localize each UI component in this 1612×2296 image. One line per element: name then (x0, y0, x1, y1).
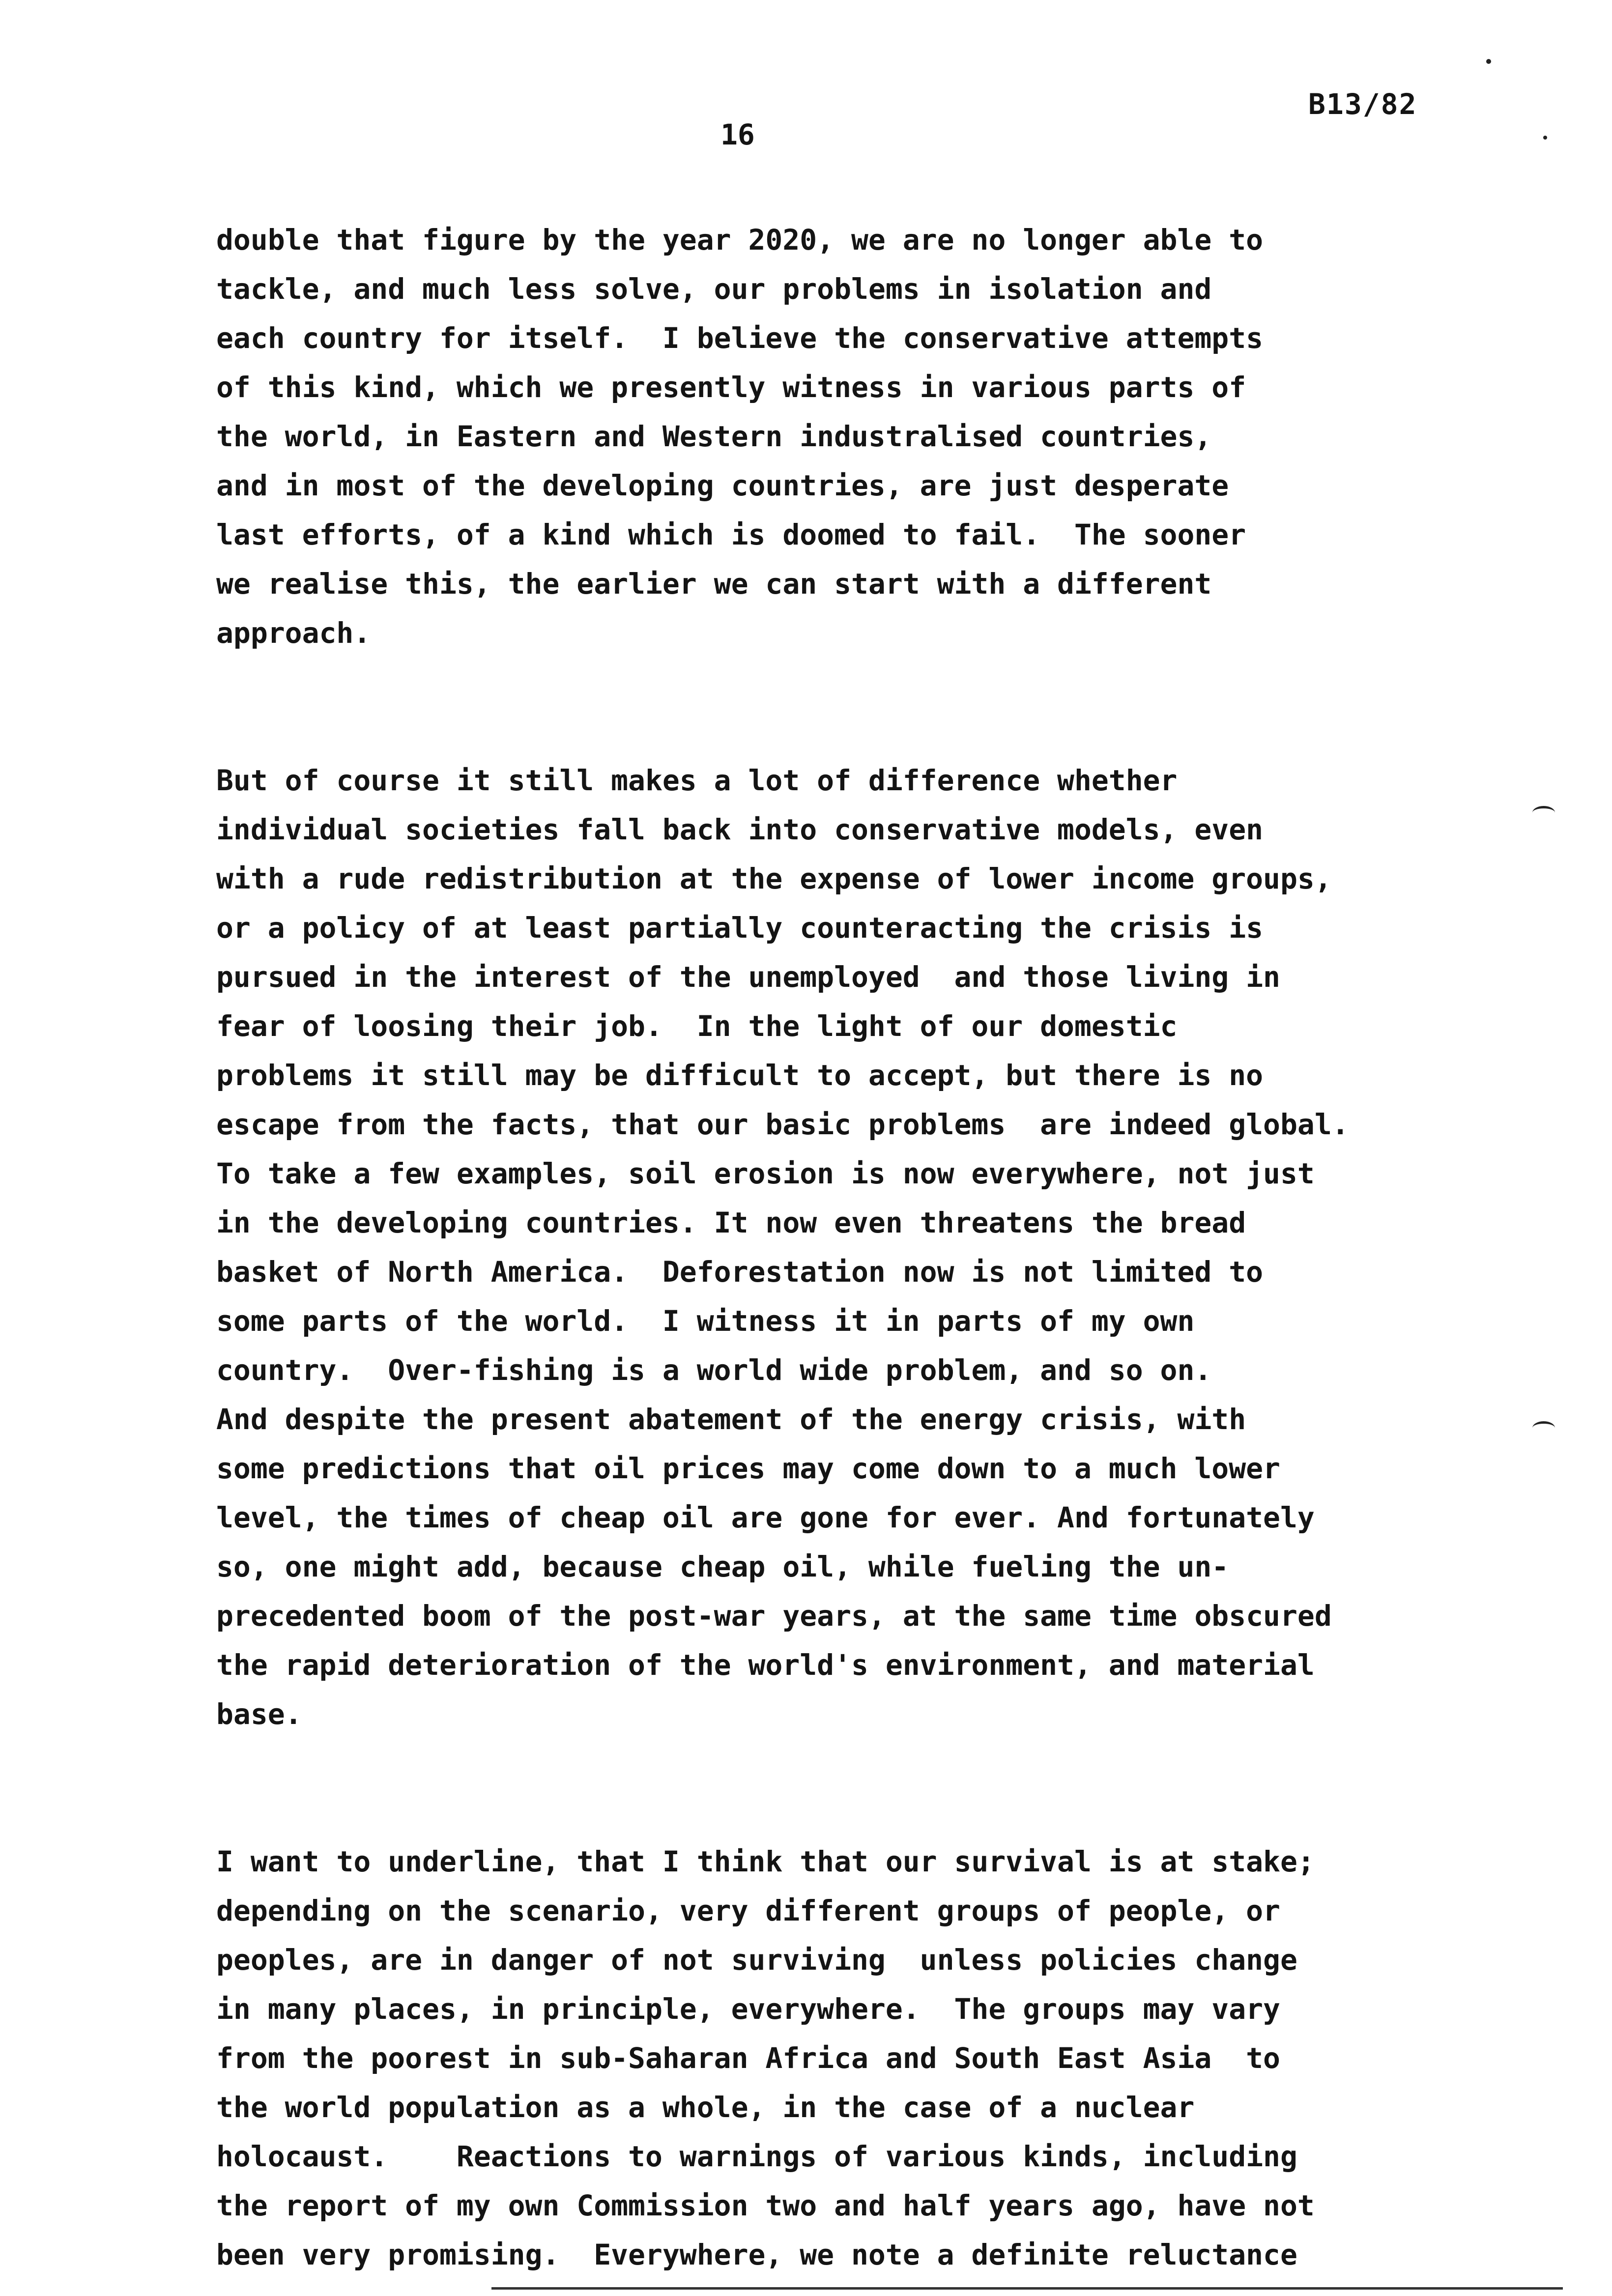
text-line: depending on the scenario, very different groups of people, or (216, 1894, 1280, 1927)
text-line: approach. (216, 616, 371, 650)
text-line: of this kind, which we presently witness in various parts of (216, 371, 1246, 404)
text-line: last efforts, of a kind which is doomed to fail. The sooner (216, 518, 1246, 551)
bottom-rule (491, 2287, 1563, 2290)
paragraph-1 (216, 215, 1573, 658)
text-line: we realise this, the earlier we can start with a different (216, 567, 1212, 601)
text-line: so, one might add, because cheap oil, while fueling the un- (216, 1550, 1229, 1583)
scan-speck (1543, 136, 1547, 140)
text-line: problems it still may be difficult to accept, but there is no (216, 1059, 1264, 1092)
text-line: in the developing countries. It now even threatens the bread (216, 1206, 1246, 1239)
text-line: the rapid deterioration of the world's environment, and material (216, 1648, 1315, 1682)
text-line: the report of my own Commission two and half years ago, have not (216, 2189, 1315, 2222)
text-line: been very promising. Everywhere, we note a definite reluctance (216, 2238, 1297, 2271)
page-number: 16 (720, 118, 755, 151)
text-line: But of course it still makes a lot of difference whether (216, 764, 1178, 797)
paragraph-gap (216, 1739, 1573, 1837)
text-line: I want to underline, that I think that our survival is at stake; (216, 1845, 1315, 1878)
margin-mark (1532, 806, 1555, 819)
text-line: country. Over-fishing is a world wide problem, and so on. (216, 1353, 1212, 1387)
text-line: basket of North America. Deforestation now is not limited to (216, 1255, 1264, 1289)
text-line: with a rude redistribution at the expense of lower income groups, (216, 862, 1332, 895)
text-line: And despite the present abatement of the energy crisis, with (216, 1403, 1246, 1436)
text-line: holocaust. Reactions to warnings of various kinds, including (216, 2140, 1297, 2173)
text-line: in many places, in principle, everywhere. The groups may vary (216, 1992, 1280, 2026)
text-line: or a policy of at least partially counteracting the crisis is (216, 911, 1264, 945)
text-line: To take a few examples, soil erosion is now everywhere, not just (216, 1157, 1315, 1190)
document-reference: B13/82 (1308, 87, 1417, 121)
text-line: base. (216, 1697, 302, 1731)
text-line: level, the times of cheap oil are gone for ever. And fortunately (216, 1501, 1315, 1534)
body-text (216, 215, 1573, 2279)
text-line: tackle, and much less solve, our problems in isolation and (216, 272, 1212, 306)
paragraph-gap (216, 658, 1573, 756)
text-line: escape from the facts, that our basic problems are indeed global. (216, 1108, 1349, 1141)
text-line: the world population as a whole, in the case of a nuclear (216, 2091, 1195, 2124)
text-line: the world, in Eastern and Western industralised countries, (216, 420, 1212, 453)
text-line: peoples, are in danger of not surviving unless policies change (216, 1943, 1297, 1977)
text-line: and in most of the developing countries, are just desperate (216, 469, 1229, 502)
margin-mark (1532, 1421, 1555, 1435)
text-line: individual societies fall back into conservative models, even (216, 813, 1264, 846)
text-line: each country for itself. I believe the conservative attempts (216, 321, 1264, 355)
paragraph-2 (216, 756, 1573, 1739)
text-line: pursued in the interest of the unemployed and those living in (216, 960, 1280, 994)
paragraph-3 (216, 1837, 1573, 2279)
text-line: some parts of the world. I witness it in parts of my own (216, 1304, 1195, 1338)
text-line: double that figure by the year 2020, we are no longer able to (216, 223, 1264, 257)
text-line: some predictions that oil prices may come down to a much lower (216, 1452, 1280, 1485)
scan-speck (1486, 59, 1491, 64)
text-line: from the poorest in sub-Saharan Africa and South East Asia to (216, 2041, 1280, 2075)
text-line: fear of loosing their job. In the light of our domestic (216, 1009, 1178, 1043)
text-line: precedented boom of the post-war years, at the same time obscured (216, 1599, 1332, 1633)
